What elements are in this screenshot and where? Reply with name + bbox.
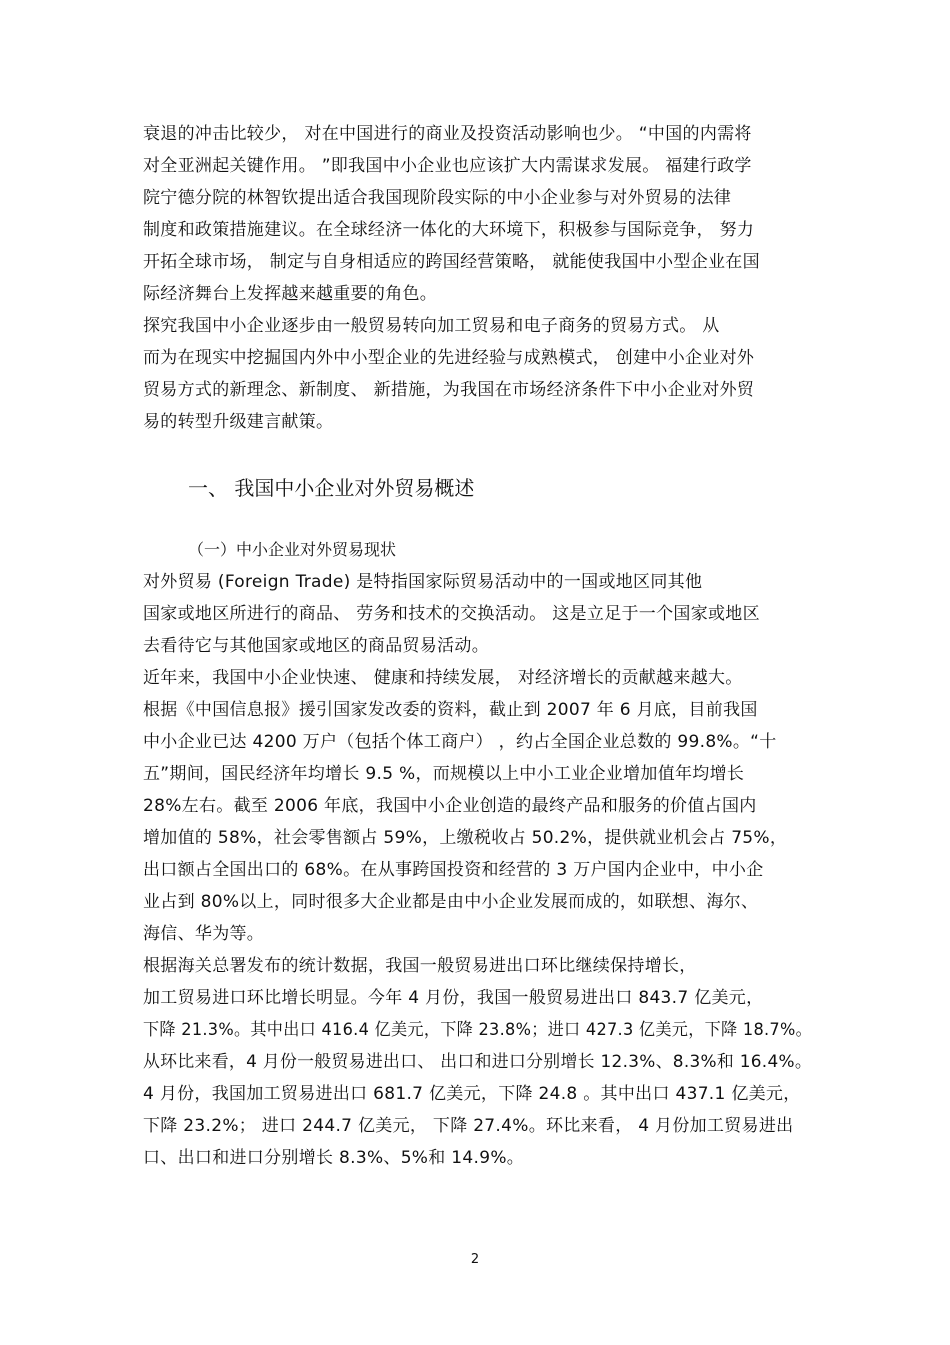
paragraph-line: 衰退的冲击比较少， 对在中国进行的商业及投资活动影响也少。 “中国的内需将 (143, 124, 752, 144)
paragraph-line: 出口额占全国出口的 68%。在从事跨国投资和经营的 3 万户国内企业中，中小企 (143, 860, 764, 880)
subsection-heading: （一）中小企业对外贸易现状 (188, 540, 397, 559)
paragraph-line: 近年来，我国中小企业快速、 健康和持续发展， 对经济增长的贡献越来越大。 (143, 668, 743, 688)
paragraph-line: 中小企业已达 4200 万户（包括个体工商户） ，约占全国企业总数的 99.8%。“十 (143, 732, 777, 752)
paragraph-line: 海信、华为等。 (143, 924, 265, 944)
paragraph-line: 而为在现实中挖掘国内外中小型企业的先进经验与成熟模式， 创建中小企业对外 (143, 348, 755, 368)
paragraph-line: 五”期间，国民经济年均增长 9.5 %，而规模以上中小工业企业增加值年均增长 (143, 764, 745, 784)
paragraph-line: 28%左右。截至 2006 年底，我国中小企业创造的最终产品和服务的价值占国内 (143, 796, 757, 816)
paragraph-line: 探究我国中小企业逐步由一般贸易转向加工贸易和电子商务的贸易方式。 从 (143, 316, 720, 336)
paragraph-line: 增加值的 58%，社会零售额占 59%，上缴税收占 50.2%，提供就业机会占 75%， (143, 828, 788, 848)
paragraph-line: 开拓全球市场， 制定与自身相适应的跨国经营策略， 就能使我国中小型企业在国 (143, 252, 760, 272)
paragraph-line: 对全亚洲起关键作用。 ”即我国中小企业也应该扩大内需谋求发展。 福建行政学 (143, 156, 752, 176)
page-number: 2 (470, 1252, 480, 1267)
paragraph-line: 际经济舞台上发挥越来越重要的角色。 (143, 284, 438, 304)
paragraph-line: 去看待它与其他国家或地区的商品贸易活动。 (143, 636, 489, 656)
section-heading: 一、 我国中小企业对外贸易概述 (188, 476, 475, 500)
paragraph-line: 业占到 80%以上，同时很多大企业都是由中小企业发展而成的，如联想、海尔、 (143, 892, 759, 912)
paragraph-line: 国家或地区所进行的商品、 劳务和技术的交换活动。 这是立足于一个国家或地区 (143, 604, 760, 624)
paragraph-line: 根据海关总署发布的统计数据，我国一般贸易进出口环比继续保持增长， (143, 956, 697, 976)
paragraph-line: 对外贸易 (Foreign Trade) 是特指国家际贸易活动中的一国或地区同其他 (143, 572, 703, 592)
paragraph-line: 制度和政策措施建议。在全球经济一体化的大环境下，积极参与国际竞争， 努力 (143, 220, 755, 240)
paragraph-line: 口、出口和进口分别增长 8.3%、5%和 14.9%。 (143, 1148, 525, 1168)
paragraph-line: 根据《中国信息报》援引国家发改委的资料，截止到 2007 年 6 月底，目前我国 (143, 700, 758, 720)
paragraph-line: 院宁德分院的林智钦提出适合我国现阶段实际的中小企业参与对外贸易的法律 (143, 188, 732, 208)
paragraph-line: 下降 23.2%； 进口 244.7 亿美元， 下降 27.4%。环比来看， 4 月份加工贸易进出 (143, 1116, 794, 1136)
paragraph-line: 从环比来看，4 月份一般贸易进出口、 出口和进口分别增长 12.3%、8.3%和 16.4%。 (143, 1052, 813, 1072)
paragraph-line: 贸易方式的新理念、新制度、 新措施，为我国在市场经济条件下中小企业对外贸 (143, 380, 755, 400)
paragraph-line: 4 月份，我国加工贸易进出口 681.7 亿美元，下降 24.8 。其中出口 437.1 亿美元， (143, 1084, 801, 1104)
paragraph-line: 加工贸易进口环比增长明显。今年 4 月份，我国一般贸易进出口 843.7 亿美元， (143, 988, 764, 1008)
paragraph-line: 易的转型升级建言献策。 (143, 412, 334, 432)
paragraph-line: 下降 21.3%。其中出口 416.4 亿美元，下降 23.8%；进口 427.3 亿美元，下降 18.7%。 (143, 1020, 813, 1040)
